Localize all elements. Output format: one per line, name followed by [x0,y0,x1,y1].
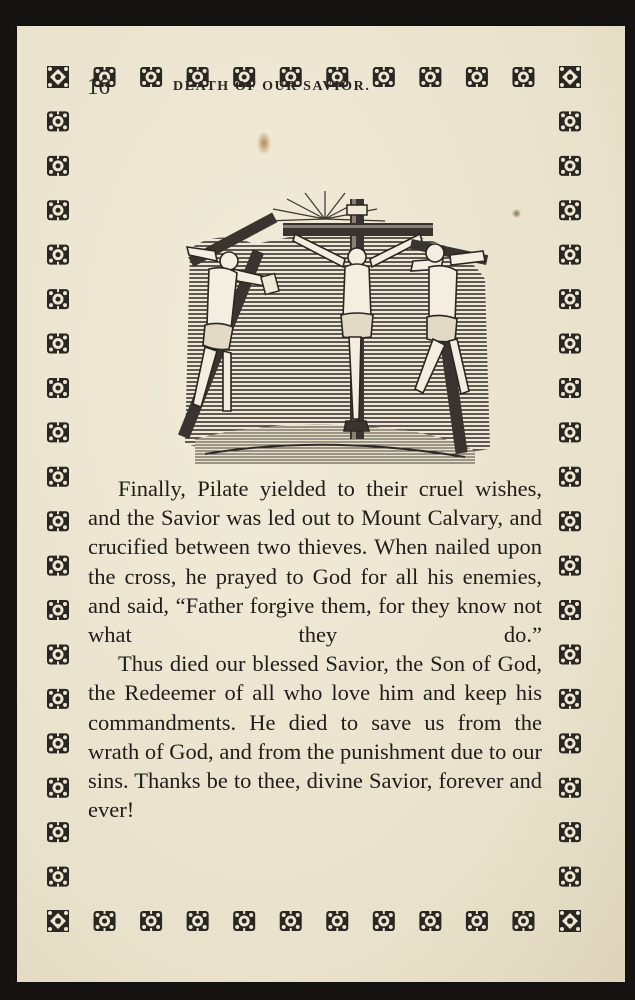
crucifixion-engraving [145,189,505,469]
border-ornament [47,556,69,576]
border-ornament [559,156,581,176]
border-ornament [559,200,581,220]
border-ornament [280,911,302,931]
border-ornament [187,911,209,931]
border-ornament [47,245,69,265]
border-ornament [47,378,69,398]
border-ornament [373,911,395,931]
border-ornament [559,778,581,798]
border-ornament [233,911,255,931]
border-corner-ornament [559,66,581,88]
border-ornament [559,600,581,620]
border-ornament [559,733,581,753]
border-corner-ornament [559,910,581,932]
border-ornament [47,733,69,753]
book-page [17,26,625,982]
border-ornament [559,111,581,131]
border-ornament [373,67,395,87]
border-ornament [559,467,581,487]
body-text [88,474,542,824]
border-ornament [47,156,69,176]
border-ornament [559,511,581,531]
border-ornament [559,422,581,442]
border-ornament [559,378,581,398]
running-head-title: DEATH OF OUR SAVIOR. [173,79,371,94]
border-ornament [47,422,69,442]
border-ornament [140,67,162,87]
border-corner-ornament [47,66,69,88]
border-corner-ornament [47,910,69,932]
border-ornament [559,867,581,887]
border-ornament [47,511,69,531]
border-ornament [47,200,69,220]
border-ornament [47,600,69,620]
border-ornament [512,67,534,87]
border-ornament [47,778,69,798]
border-ornament [559,289,581,309]
paragraph-2: Thus died our blessed Savior, the Son of God, the Redeemer of all who love him and keep his commandments. He died to save us from the wrath of God, and from the punishment due to our sins. Thanks be to thee, divine Savior, forever and ever! [88,651,542,823]
border-ornament [47,289,69,309]
paragraph-1: Finally, Pilate yielded to their cruel wishes, and the Savior was led out to Mount Calvary, and crucified between two thieves. When nailed upon the cross, he prayed to God for all his enemies, and said, “Father forgive them, for they know not what they do.” [88,476,542,648]
border-ornament [559,334,581,354]
ornamental-frame [45,64,583,934]
border-ornament [559,245,581,265]
border-ornament [47,111,69,131]
page-number: 16 [87,74,110,99]
border-ornament [47,822,69,842]
border-ornament [559,644,581,664]
border-ornament [326,911,348,931]
border-ornament [559,556,581,576]
border-ornament [140,911,162,931]
border-ornament [94,911,116,931]
border-ornament [512,911,534,931]
border-ornament [47,644,69,664]
border-ornament [419,911,441,931]
border-ornament [47,867,69,887]
border-ornament [47,467,69,487]
border-ornament [47,689,69,709]
border-ornament [466,67,488,87]
border-ornament [559,689,581,709]
border-ornament [559,822,581,842]
border-ornament [419,67,441,87]
border-ornament [466,911,488,931]
border-ornament [47,334,69,354]
